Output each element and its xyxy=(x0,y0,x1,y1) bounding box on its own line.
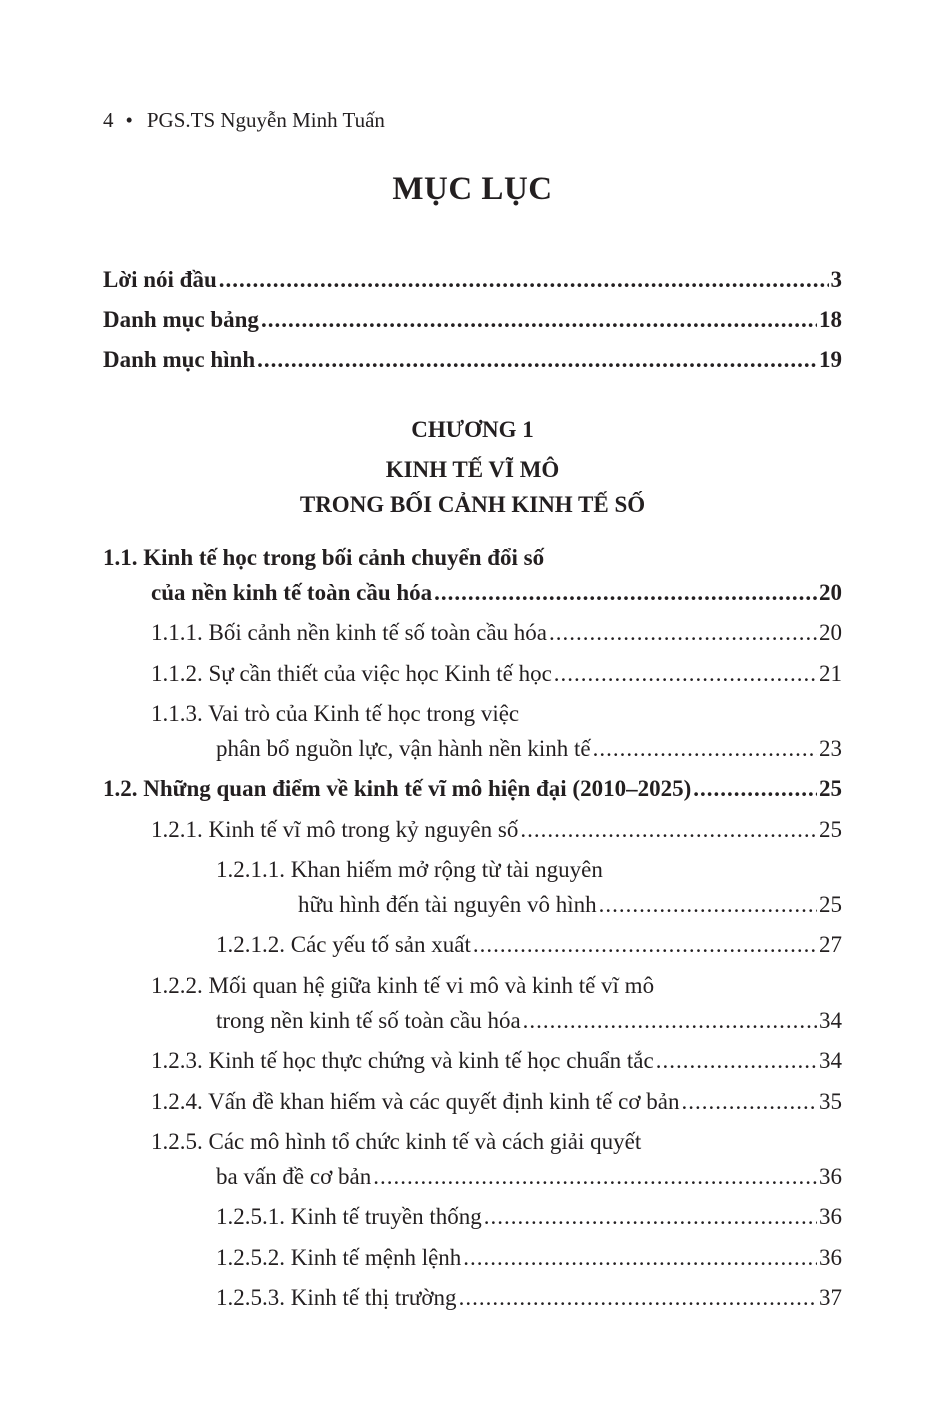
toc-entry-page: 25 xyxy=(819,817,842,842)
toc-entry-page: 27 xyxy=(819,932,842,957)
page-title: MỤC LỤC xyxy=(392,171,553,207)
chapter-label: CHƯƠNG 1 xyxy=(411,417,534,442)
toc-entry-1-2-1-1[interactable] xyxy=(298,887,842,923)
toc-entry-1-2-2-line1[interactable]: 1.2.2. Mối quan hệ giữa kinh tế vi mô và kinh tế vĩ mô xyxy=(151,973,655,998)
toc-entry-text: 1.2. Những quan điểm về kinh tế vĩ mô hiện đại (2010–2025) xyxy=(103,776,692,801)
toc-entry-page: 36 xyxy=(819,1245,842,1270)
toc-entry-text: 1.2.4. Vấn đề khan hiếm và các quyết định kinh tế cơ bản xyxy=(151,1089,680,1114)
toc-entry-text: ba vấn đề cơ bản xyxy=(216,1164,372,1189)
dot-leader xyxy=(484,1199,817,1235)
toc-entry-1-2[interactable] xyxy=(103,771,842,807)
toc-entry-1-1-line1[interactable]: 1.1. Kinh tế học trong bối cảnh chuyển đổi số xyxy=(103,545,545,570)
toc-entry-1-2-4[interactable] xyxy=(151,1084,842,1120)
running-header xyxy=(103,106,385,134)
toc-entry-page: 20 xyxy=(819,620,842,645)
toc-entry-1-1[interactable] xyxy=(151,575,842,611)
toc-entry-text: trong nền kinh tế số toàn cầu hóa xyxy=(216,1008,521,1033)
toc-entry-1-2-1-2[interactable] xyxy=(216,927,842,963)
dot-leader xyxy=(473,927,817,963)
toc-entry-page: 18 xyxy=(819,307,842,332)
dot-leader xyxy=(373,1159,817,1195)
dot-leader xyxy=(693,771,817,807)
dot-leader xyxy=(656,1043,817,1079)
toc-entry-text: Danh mục bảng xyxy=(103,307,259,332)
toc-entry-text: 1.1.1. Bối cảnh nền kinh tế số toàn cầu hóa xyxy=(151,620,548,645)
toc-entry-text: của nền kinh tế toàn cầu hóa xyxy=(151,580,433,605)
toc-entry-page: 34 xyxy=(819,1048,842,1073)
toc-entry-danh-muc-hinh[interactable] xyxy=(103,342,842,378)
dot-leader xyxy=(463,1240,817,1276)
toc-entry-text: Lời nói đầu xyxy=(103,267,217,292)
toc-entry-1-2-5-line1[interactable]: 1.2.5. Các mô hình tổ chức kinh tế và cách giải quyết xyxy=(151,1129,642,1154)
header-author: PGS.TS Nguyễn Minh Tuấn xyxy=(146,108,385,132)
toc-entry-page: 25 xyxy=(819,892,842,917)
dot-leader xyxy=(257,342,817,378)
toc-entry-page: 37 xyxy=(819,1285,842,1310)
toc-entry-1-2-5-1[interactable] xyxy=(216,1199,842,1235)
toc-entry-page: 19 xyxy=(819,347,842,372)
dot-leader xyxy=(523,1003,817,1039)
dot-leader xyxy=(593,731,817,767)
toc-entry-text: 1.2.5.1. Kinh tế truyền thống xyxy=(216,1204,482,1229)
toc-entry-1-2-5-2[interactable] xyxy=(216,1240,842,1276)
toc-entry-text: hữu hình đến tài nguyên vô hình xyxy=(298,892,597,917)
toc-entry-1-2-3[interactable] xyxy=(151,1043,842,1079)
toc-entry-1-1-3-line1[interactable]: 1.1.3. Vai trò của Kinh tế học trong việc xyxy=(151,701,520,726)
toc-entry-text: Danh mục hình xyxy=(103,347,256,372)
dot-leader xyxy=(459,1280,817,1316)
toc-entry-text: 1.2.1. Kinh tế vĩ mô trong kỷ nguyên số xyxy=(151,817,519,842)
toc-entry-page: 34 xyxy=(819,1008,842,1033)
toc-entry-text: phân bổ nguồn lực, vận hành nền kinh tế xyxy=(216,736,591,761)
toc-entry-1-1-2[interactable] xyxy=(151,656,842,692)
toc-entry-1-1-3[interactable] xyxy=(216,731,842,767)
toc-entry-page: 23 xyxy=(819,736,842,761)
toc-entry-danh-muc-bang[interactable] xyxy=(103,302,842,338)
toc-entry-page: 35 xyxy=(819,1089,842,1114)
toc-entry-text: 1.2.1.2. Các yếu tố sản xuất xyxy=(216,932,471,957)
toc-entry-page: 3 xyxy=(830,267,842,292)
header-bullet: • xyxy=(125,108,133,132)
dot-leader xyxy=(261,302,817,338)
toc-entry-1-2-1-1-line1[interactable]: 1.2.1.1. Khan hiếm mở rộng từ tài nguyên xyxy=(216,857,603,882)
toc-entry-page: 21 xyxy=(819,661,842,686)
toc-entry-text: 1.2.5.3. Kinh tế thị trường xyxy=(216,1285,457,1310)
toc-entry-page: 36 xyxy=(819,1164,842,1189)
page-number: 4 xyxy=(103,108,114,132)
dot-leader xyxy=(549,615,817,651)
toc-entry-1-2-5[interactable] xyxy=(216,1159,842,1195)
toc-entry-text: 1.2.3. Kinh tế học thực chứng và kinh tế học chuẩn tắc xyxy=(151,1048,654,1073)
toc-entry-page: 36 xyxy=(819,1204,842,1229)
dot-leader xyxy=(681,1084,817,1120)
toc-entry-page: 25 xyxy=(819,776,842,801)
chapter-title-line2: TRONG BỐI CẢNH KINH TẾ SỐ xyxy=(299,492,646,517)
toc-entry-1-2-1[interactable] xyxy=(151,812,842,848)
dot-leader xyxy=(434,575,817,611)
toc-entry-text: 1.2.5.2. Kinh tế mệnh lệnh xyxy=(216,1245,462,1270)
toc-entry-page: 20 xyxy=(819,580,842,605)
toc-entry-1-1-1[interactable] xyxy=(151,615,842,651)
toc-entry-text: 1.1.2. Sự cần thiết của việc học Kinh tế học xyxy=(151,661,552,686)
dot-leader xyxy=(219,262,829,298)
dot-leader xyxy=(554,656,817,692)
toc-entry-1-2-2[interactable] xyxy=(216,1003,842,1039)
dot-leader xyxy=(599,887,817,923)
toc-entry-1-2-5-3[interactable] xyxy=(216,1280,842,1316)
dot-leader xyxy=(520,812,817,848)
toc-entry-loi-noi-dau[interactable] xyxy=(103,262,842,298)
chapter-title-line1: KINH TẾ VĨ MÔ xyxy=(385,457,560,482)
